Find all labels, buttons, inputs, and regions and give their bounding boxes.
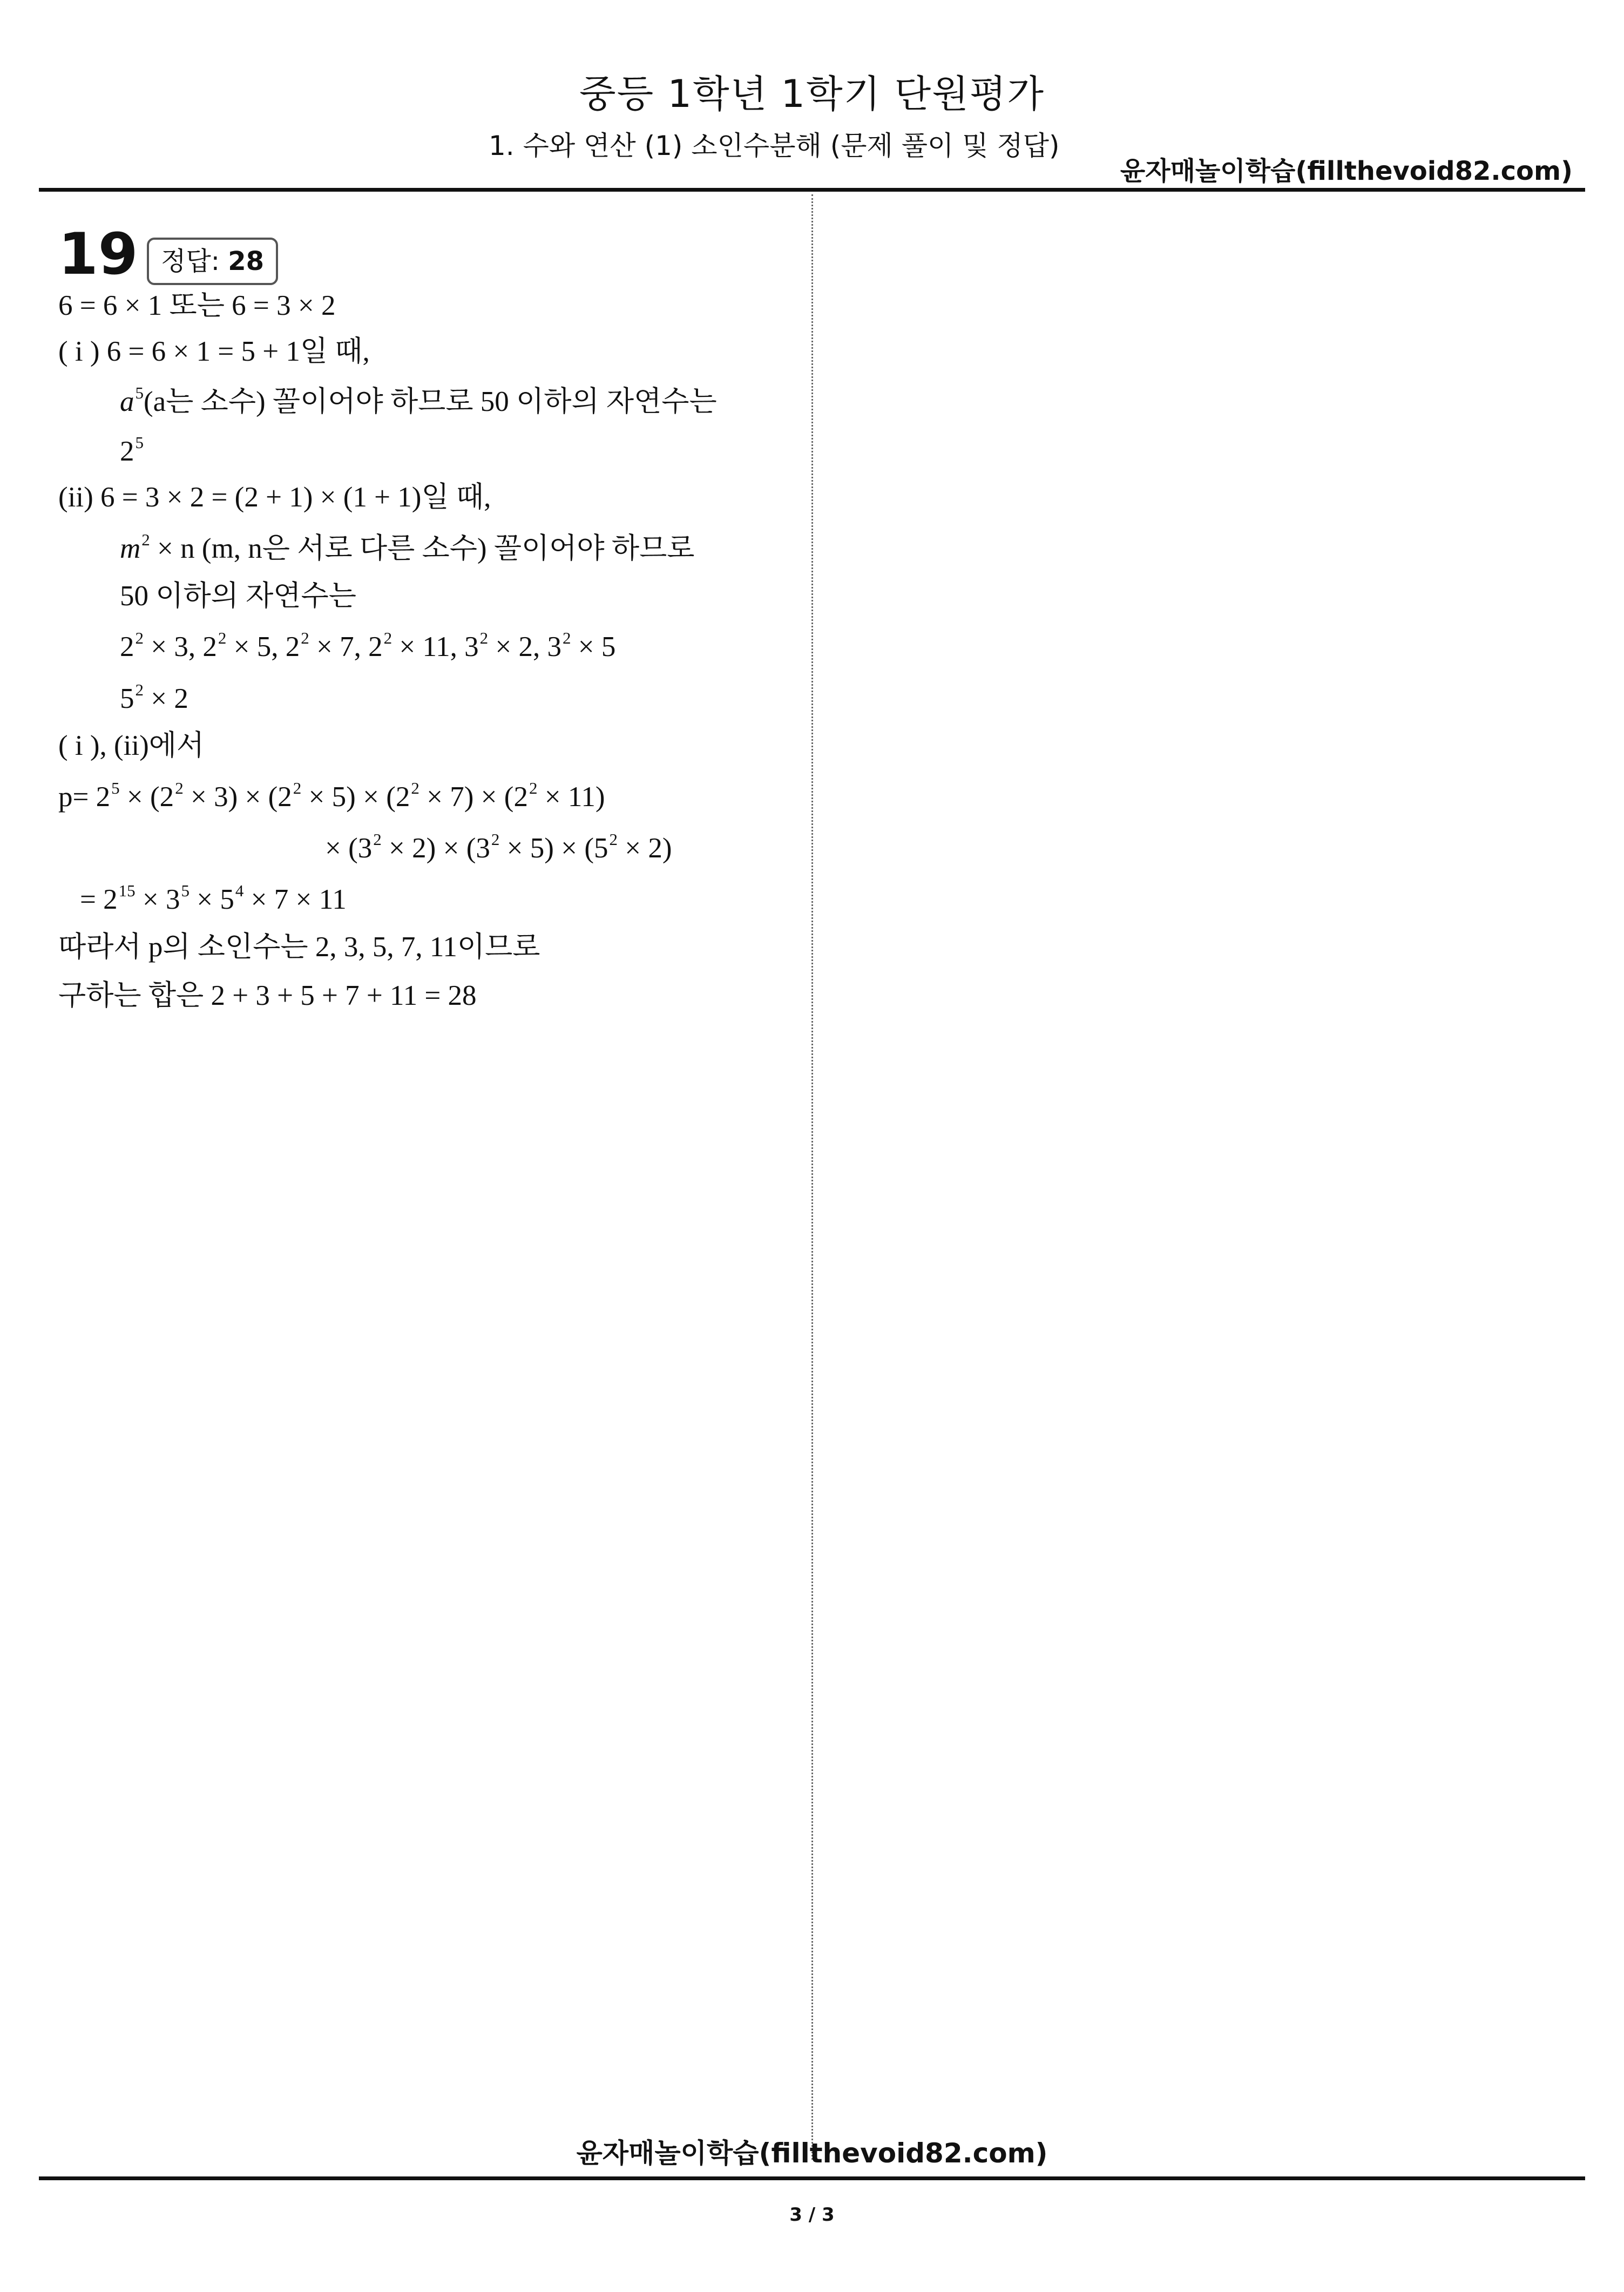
solution-var-a: a bbox=[120, 386, 134, 417]
solution-text: (a는 소수) 꼴이어야 하므로 50 이하의 자연수는 bbox=[144, 386, 717, 417]
solution-line-11 bbox=[58, 778, 605, 813]
solution-base: 2 bbox=[120, 436, 134, 467]
math-exponent: 15 bbox=[118, 881, 136, 900]
solution-line-14: 따라서 p의 소인수는 2, 3, 5, 7, 11이므로 bbox=[58, 931, 540, 963]
math-rest: × 5, bbox=[226, 631, 286, 662]
math-base: 3 bbox=[464, 631, 479, 662]
math-exponent: 2 bbox=[218, 628, 227, 647]
solution-line-3 bbox=[120, 383, 717, 417]
math-base: 2 bbox=[120, 631, 134, 662]
math-rest: × 11, bbox=[392, 631, 465, 662]
solution-line-10: ( i ), (ii)에서 bbox=[58, 730, 205, 761]
solution-exponent: 5 bbox=[135, 383, 144, 402]
solution-line-5: (ii) 6 = 3 × 2 = (2 + 1) × (1 + 1)일 때, bbox=[58, 482, 491, 513]
math-exponent: 2 bbox=[135, 628, 144, 647]
math-exponent: 5 bbox=[111, 778, 120, 797]
math-exponent: 2 bbox=[135, 680, 144, 699]
solution-line-7: 50 이하의 자연수는 bbox=[120, 580, 356, 612]
header-rule bbox=[39, 188, 1585, 192]
math-rest: × 3 bbox=[135, 884, 180, 915]
math-rest: × 7 × 11 bbox=[243, 884, 347, 915]
footer-rule bbox=[39, 2176, 1585, 2180]
page-subtitle: 1. 수와 연산 (1) 소인수분해 (문제 풀이 및 정답) bbox=[489, 130, 1060, 161]
solution-line-15: 구하는 합은 2 + 3 + 5 + 7 + 11 = 28 bbox=[58, 980, 477, 1011]
math-rest: × 5) × (5 bbox=[499, 833, 608, 864]
page-number: 3 / 3 bbox=[789, 2204, 835, 2226]
math-exponent: 2 bbox=[383, 628, 393, 647]
math-base: 3 bbox=[547, 631, 561, 662]
solution-exponent: 5 bbox=[135, 432, 144, 452]
math-base: 2 bbox=[285, 631, 300, 662]
math-exponent: 2 bbox=[609, 829, 618, 849]
footer-brand: 윤자매놀이학습(fillthevoid82.com) bbox=[576, 2138, 1048, 2169]
solution-line-12 bbox=[325, 829, 672, 864]
math-exponent: 2 bbox=[293, 778, 302, 797]
math-base: = 2 bbox=[80, 884, 118, 915]
math-rest: × 7) × (2 bbox=[419, 781, 528, 813]
header-brand: 윤자매놀이학습(fillthevoid82.com) bbox=[1120, 156, 1573, 186]
math-base: p= 2 bbox=[58, 781, 111, 813]
math-exponent: 2 bbox=[529, 778, 538, 797]
column-divider bbox=[811, 194, 813, 2160]
answer-label: 정답: bbox=[161, 246, 220, 276]
math-base: 2 bbox=[202, 631, 217, 662]
question-number: 19 bbox=[58, 221, 138, 287]
solution-line-8 bbox=[120, 628, 616, 662]
solution-text: × n (m, n은 서로 다른 소수) 꼴이어야 하므로 bbox=[150, 533, 695, 564]
math-rest: × 3, bbox=[144, 631, 203, 662]
math-rest: × 2) × (3 bbox=[381, 833, 490, 864]
answer-badge bbox=[147, 238, 278, 285]
page-title: 중등 1학년 1학기 단원평가 bbox=[579, 72, 1045, 116]
math-rest: × 3) × (2 bbox=[183, 781, 292, 813]
math-exponent: 2 bbox=[301, 628, 309, 647]
solution-exponent: 2 bbox=[141, 530, 150, 549]
math-rest: × 5) × (2 bbox=[301, 781, 410, 813]
solution-line-6 bbox=[120, 530, 695, 564]
math-exponent: 2 bbox=[563, 628, 571, 647]
math-rest: × (2 bbox=[119, 781, 174, 813]
math-exponent: 2 bbox=[373, 829, 382, 849]
math-base: 2 bbox=[368, 631, 383, 662]
solution-var-m: m bbox=[120, 533, 141, 564]
math-rest: × 11) bbox=[537, 781, 605, 813]
math-exponent: 5 bbox=[181, 881, 190, 900]
math-exponent: 2 bbox=[479, 628, 489, 647]
math-base: 5 bbox=[120, 683, 134, 714]
math-rest: × 2, bbox=[488, 631, 547, 662]
math-exponent: 4 bbox=[235, 881, 244, 900]
solution-line-9 bbox=[120, 680, 188, 714]
math-exponent: 2 bbox=[411, 778, 419, 797]
math-exponent: 2 bbox=[491, 829, 500, 849]
math-rest: × 2) bbox=[617, 833, 672, 864]
math-rest: × 5 bbox=[571, 631, 616, 662]
math-rest: × 7, bbox=[309, 631, 369, 662]
math-exponent: 2 bbox=[175, 778, 184, 797]
solution-line-4 bbox=[120, 432, 144, 467]
solution-line-1: 6 = 6 × 1 또는 6 = 3 × 2 bbox=[58, 290, 336, 321]
solution-line-2: ( i ) 6 = 6 × 1 = 5 + 1일 때, bbox=[58, 336, 370, 367]
math-base: × (3 bbox=[325, 833, 373, 864]
solution-line-13 bbox=[80, 881, 347, 915]
answer-value: 28 bbox=[228, 246, 264, 276]
math-rest: × 2 bbox=[144, 683, 188, 714]
math-rest: × 5 bbox=[190, 884, 234, 915]
